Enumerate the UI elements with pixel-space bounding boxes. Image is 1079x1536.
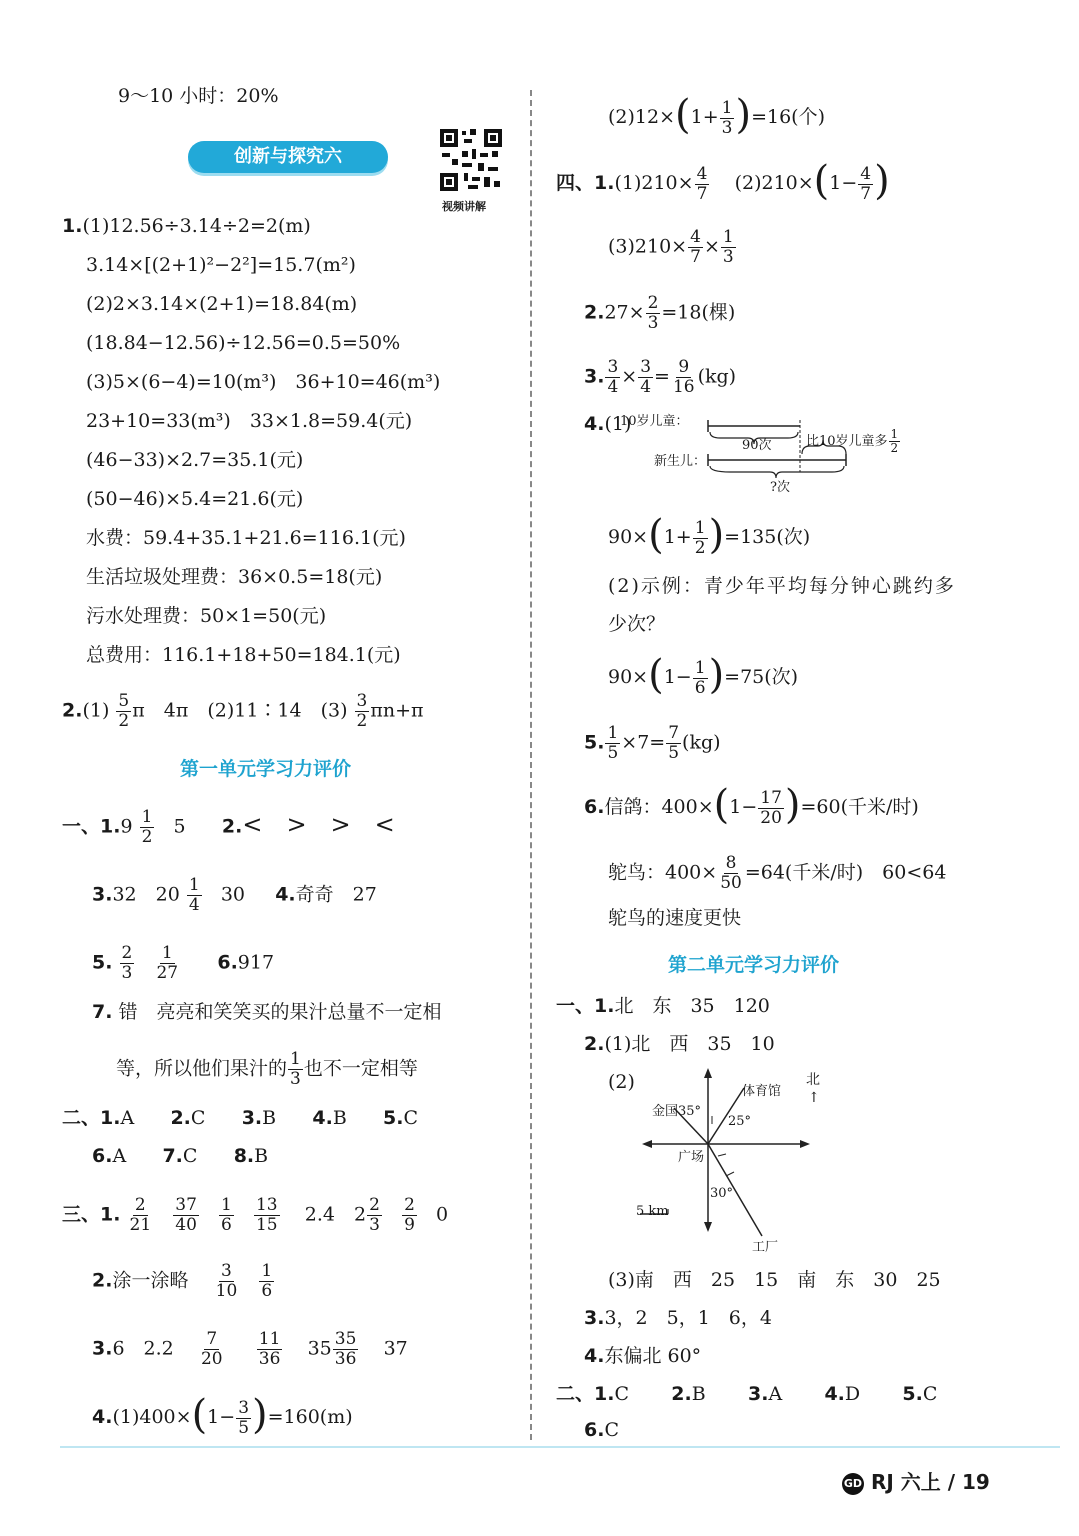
answer-line: 三、1. $\frac{2}{21}$ $\frac{37}{40}$ $\frac{1}{6}$ $\frac{13}{15}$ 2.4 2 $\frac{2}{3}$ $\frac{2}{9}$ 0 [62, 1195, 449, 1235]
map-label: 5 km [636, 1204, 669, 1219]
answer-line: 一、1.北 东 35 120 [556, 995, 770, 1017]
axis-arrow-icon [642, 1140, 652, 1148]
answer-line: 6.C [584, 1419, 619, 1441]
diagram-label: ?次 [770, 480, 790, 495]
qr-caption: 视频讲解 [442, 200, 486, 213]
answer-line: 90×(1− $\frac{1}{6}$ )=75(次) [608, 652, 799, 698]
fraction: $\frac{7}{20}$ [200, 1329, 223, 1369]
answer-line: 1.(1)12.56÷3.14÷2=2(m) [62, 215, 311, 237]
answer-line: (2)示例：青少年平均每分钟心跳约多 [608, 575, 956, 597]
fraction: $\frac{1}{6}$ [694, 657, 706, 698]
answer-line: 生活垃圾处理费：36×0.5=18(元) [86, 566, 383, 588]
answer-line: 3.6 2.2 $\frac{7}{20}$ $\frac{11}{36}$ 35 $\frac{35}{36}$ 37 [92, 1329, 408, 1369]
fraction: $\frac{1}{3}$ [721, 97, 733, 138]
section-heading: 第二单元学习力评价 [668, 954, 840, 976]
axis-arrow-icon [800, 1140, 810, 1148]
diagram-label: 新生儿： [654, 454, 707, 469]
fraction: $\frac{3}{4}$ [640, 357, 652, 397]
fraction: $\frac{3}{10}$ [215, 1261, 238, 1301]
answer-line: 90×(1+ $\frac{1}{2}$ )=135(次) [608, 512, 811, 558]
answer-line: 2.涂一涂略 $\frac{3}{10}$ $\frac{1}{6}$ [92, 1261, 273, 1301]
fraction: $\frac{3}{4}$ [607, 357, 619, 397]
fraction: $\frac{1}{2}$ [694, 517, 706, 558]
fraction: $\frac{1}{3}$ [722, 227, 734, 267]
answer-line: 等，所以他们果汁的 $\frac{1}{3}$ 也不一定相等 [116, 1049, 418, 1089]
answer-line: 4.(1)400×(1− $\frac{3}{5}$ )=160(m) [92, 1392, 353, 1438]
answer-line: 9～10 小时：20% [118, 85, 279, 107]
answer-line: (3)5×(6−4)=10(m³) 36+10=46(m³) [86, 371, 441, 393]
answer-line: 总费用：116.1+18+50=184.1(元) [86, 644, 401, 666]
answer-line: 水费：59.4+35.1+21.6=116.1(元) [86, 527, 406, 549]
fraction: $\frac{1}{27}$ [156, 943, 179, 983]
answer-line: 4.东偏北 60° [584, 1345, 702, 1367]
fraction: $\frac{9}{16}$ [672, 357, 695, 397]
axis-arrow-icon [704, 1222, 712, 1232]
map-label: 25° [728, 1114, 752, 1129]
map-label: 30° [710, 1186, 734, 1201]
qr-code-icon [438, 127, 504, 193]
map-label: 体育馆 [742, 1084, 782, 1099]
fraction: $\frac{3}{2}$ [356, 691, 368, 731]
answer-line: 4.(1) [584, 413, 632, 435]
map-label: 工厂 [752, 1240, 779, 1255]
fraction: $\frac{2}{3}$ [121, 943, 133, 983]
publisher-badge-icon: GD [842, 1473, 864, 1495]
map-label: 北 [806, 1072, 820, 1088]
answer-line: 3.3，2 5，1 6，4 [584, 1307, 772, 1329]
diagram-label: 比10岁儿童多 $\frac{1}{2}$ [806, 427, 899, 455]
answer-line: (3)210× $\frac{4}{7}$ × $\frac{1}{3}$ [608, 227, 734, 267]
answer-line: 2.(1)北 西 35 10 [584, 1033, 775, 1055]
answer-line: 少次？ [608, 613, 666, 635]
answer-line: 二、1.A 2.C 3.B 4.B 5.C [62, 1107, 419, 1129]
map-label: 金国35° [652, 1104, 702, 1119]
answer-line: 3.14×[(2+1)²−2²]=15.7(m²) [86, 254, 356, 276]
fraction: $\frac{1}{5}$ [607, 723, 619, 763]
answer-line: 2.(1) $\frac{5}{2}$ π 4π (2)11∶14 (3) $\frac{3}{2}$ πn+π [62, 691, 424, 731]
fraction: $\frac{1}{4}$ [188, 875, 200, 915]
answer-line: 鸵鸟的速度更快 [608, 907, 742, 929]
fraction: $\frac{2}{21}$ [129, 1195, 152, 1235]
answer-line: 3.32 20 $\frac{1}{4}$ 30 4.奇奇 27 [92, 875, 377, 915]
answer-line: (2)2×3.14×(2+1)=18.84(m) [86, 293, 358, 315]
map-label: 广场 [678, 1150, 705, 1165]
footer-rule [60, 1446, 1060, 1448]
answer-line: (46−33)×2.7=35.1(元) [86, 449, 304, 471]
answer-line: 3. $\frac{3}{4}$ × $\frac{3}{4}$ = $\frac{9}{16}$ (kg) [584, 357, 737, 397]
fraction: $\frac{8}{50}$ [720, 853, 742, 893]
answer-line: 鸵鸟：400× $\frac{8}{50}$ =64(千米/时) 60<64 [608, 853, 947, 893]
column-divider [530, 90, 532, 1440]
answer-line: 6.信鸽：400×(1− $\frac{17}{20}$ )=60(千米/时) [584, 782, 919, 828]
page-number: 19 [962, 1470, 990, 1494]
fraction: $\frac{4}{7}$ [696, 163, 708, 204]
north-arrow-icon: ↑ [808, 1090, 820, 1106]
answer-line: 二、1.C 2.B 3.A 4.D 5.C [556, 1383, 938, 1405]
answer-line: (18.84−12.56)÷12.56=0.5=50% [86, 332, 401, 354]
answer-line: 23+10=33(m³) 33×1.8=59.4(元) [86, 410, 413, 432]
fraction: $\frac{7}{5}$ [668, 723, 680, 763]
fraction: $\frac{4}{7}$ [860, 163, 872, 204]
answer-line: 污水处理费：50×1=50(元) [86, 605, 327, 627]
answer-line: (3)南 西 25 15 南 东 30 25 [608, 1269, 941, 1291]
answer-line: (50−46)×5.4=21.6(元) [86, 488, 304, 510]
fraction: $\frac{5}{2}$ [118, 691, 130, 731]
diagram-label: 90次 [742, 438, 772, 453]
answer-line: 5. $\frac{2}{3}$ $\frac{1}{27}$ 6.917 [92, 943, 275, 983]
answer-line: (2)12×(1+ $\frac{1}{3}$ )=16(个) [608, 92, 826, 138]
fraction: $\frac{1}{3}$ [290, 1049, 301, 1089]
section-heading: 第一单元学习力评价 [180, 758, 352, 780]
fraction: $\frac{37}{40}$ [175, 1195, 197, 1235]
answer-line: 2.27× $\frac{2}{3}$ =18(棵) [584, 293, 736, 333]
fraction: $\frac{13}{15}$ [255, 1195, 278, 1235]
fraction: $\frac{4}{7}$ [690, 227, 701, 267]
fraction: $\frac{11}{36}$ [258, 1329, 281, 1369]
fraction: $\frac{17}{20}$ [760, 787, 782, 828]
fraction: $\frac{1}{6}$ [221, 1195, 232, 1235]
fraction: $\frac{1}{6}$ [261, 1261, 273, 1301]
answer-line: (2) [608, 1071, 635, 1093]
diagram-label: 10岁儿童： [620, 414, 689, 429]
fraction: $\frac{3}{5}$ [238, 1397, 250, 1438]
answer-line: 6.A 7.C 8.B [92, 1145, 269, 1167]
page-footer: GD RJ 六上 / 19 [843, 1470, 990, 1494]
answer-line: 四、1.(1)210× $\frac{4}{7}$ (2)210×(1− $\frac{4}{7}$ ) [556, 158, 890, 204]
axis-arrow-icon [704, 1068, 712, 1078]
answer-line: 7. 错 亮亮和笑笑买的果汁总量不一定相 [92, 1001, 442, 1023]
answer-line: 一、1.9 $\frac{1}{2}$ 5 2.< > > < [62, 807, 395, 847]
edition-label: RJ 六上 [870, 1470, 941, 1494]
fraction: $\frac{1}{2}$ [890, 427, 899, 455]
section-banner: 创新与探究六 [188, 141, 388, 173]
fraction: $\frac{1}{2}$ [141, 807, 153, 847]
fraction: $\frac{35}{36}$ [334, 1329, 357, 1369]
answer-line: 5. $\frac{1}{5}$ ×7= $\frac{7}{5}$ (kg) [584, 723, 721, 763]
fraction: $\frac{2}{9}$ [404, 1195, 415, 1235]
fraction: $\frac{2}{3}$ [369, 1195, 380, 1235]
fraction: $\frac{2}{3}$ [647, 293, 659, 333]
